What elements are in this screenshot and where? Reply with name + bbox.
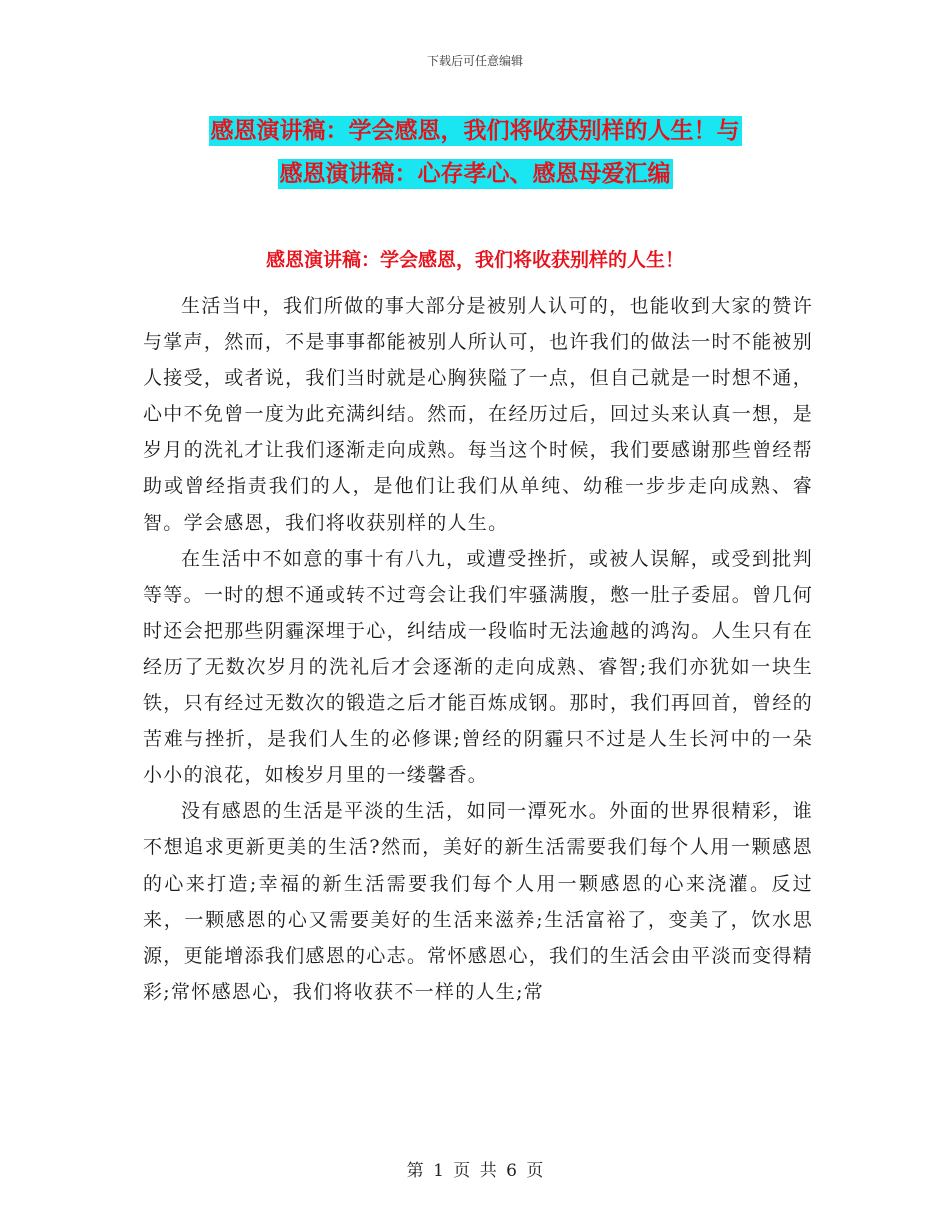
document-title-line-1 [0,110,950,152]
document-title-line-2 [0,153,950,195]
title-line-1-text: 感恩演讲稿：学会感恩，我们将收获别样的人生！与 [210,118,740,144]
page-number-footer: 第 1 页 共 6 页 [406,1161,544,1181]
paragraph-2: 在生活中不如意的事十有八九，或遭受挫折，或被人误解，或受到批判等等。一时的想不通或转不过弯会让我们牢骚满腹，憋一肚子委屈。曾几何时还会把那些阴霾深埋于心，纠结成一段临时无法逾越的鸿沟。人生只有在经历了无数次岁月的洗礼后才会逐渐的走向成熟、睿智;我们亦犹如一块生铁，只有经过无数次的锻造之后才能百炼成钢。那时，我们再回首，曾经的苦难与挫折，是我们人生的必修课;曾经的阴霾只不过是人生长河中的一朵小小的浪花，如梭岁月里的一缕馨香。 [143,547,813,787]
title-line-2-text: 感恩演讲稿：心存孝心、感恩母爱汇编 [279,161,671,187]
paragraph-3: 没有感恩的生活是平淡的生活，如同一潭死水。外面的世界很精彩，谁不想追求更新更美的生活?然而，美好的新生活需要我们每个人用一颗感恩的心来打造;幸福的新生活需要我们每个人用一颗感恩的心来浇灌。反过来，一颗感恩的心又需要美好的生活来滋养;生活富裕了，变美了，饮水思源，更能增添我们感恩的心志。常怀感恩心，我们的生活会由平淡而变得精彩;常怀感恩心，我们将收获不一样的人生;常 [143,800,813,1003]
paragraph-1: 生活当中，我们所做的事大部分是被别人认可的，也能收到大家的赞许与掌声，然而，不是事事都能被别人所认可，也许我们的做法一时不能被别人接受，或者说，我们当时就是心胸狭隘了一点，但自己就是一时想不通，心中不免曾一度为此充满纠结。然而，在经历过后，回过头来认真一想，是岁月的洗礼才让我们逐渐走向成熟。每当这个时候，我们要感谢那些曾经帮助或曾经指责我们的人，是他们让我们从单纯、幼稚一步步走向成熟、睿智。学会感恩，我们将收获别样的人生。 [143,295,813,534]
page-header-note: 下载后可任意编辑 [426,54,523,68]
document-body [143,288,813,1010]
section-heading: 感恩演讲稿：学会感恩，我们将收获别样的人生！ [265,249,684,271]
